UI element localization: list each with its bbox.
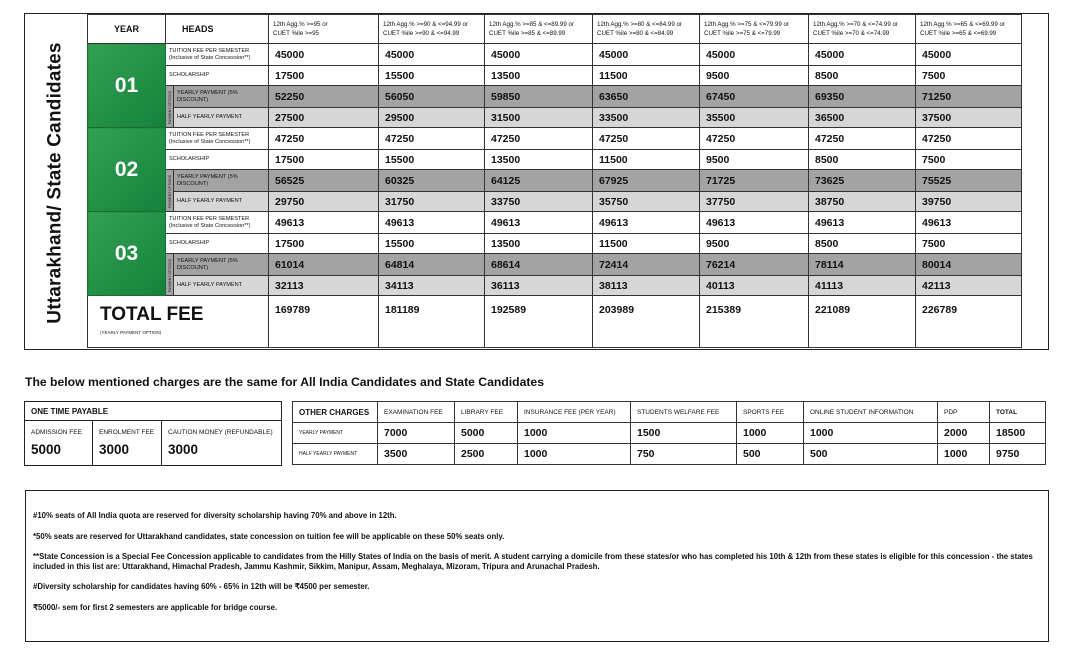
col-criteria-line: 12th Agg.% >=85 & <=89.99 or — [489, 21, 574, 28]
fee-value-cell: 33500 — [593, 108, 700, 128]
fee-value-cell: 13500 — [485, 234, 593, 254]
fee-value-cell: 45000 — [593, 44, 700, 66]
fee-value-cell: 7500 — [916, 66, 1022, 86]
col-criteria-line: 12th Agg.% >=90 & <=94.99 or — [383, 21, 468, 28]
col-criteria-line: 12th Agg.% >=75 & <=79.99 or — [704, 21, 789, 28]
total-fee-value: 215389 — [700, 296, 809, 348]
fee-value-cell: 78114 — [809, 254, 916, 276]
other-charges-row — [293, 423, 1046, 444]
other-charges-row-label: YEARLY PAYMENT — [293, 423, 378, 444]
total-fee-label-cell — [88, 296, 269, 348]
other-charges-value: 1000 — [518, 423, 631, 444]
fee-structure-panel — [24, 13, 1049, 350]
payment-terms-label: PAYMENT OPTIONS — [166, 170, 174, 212]
total-fee-value: 169789 — [269, 296, 379, 348]
fee-value-cell: 80014 — [916, 254, 1022, 276]
fee-head-label: TUITION FEE PER SEMESTER (Inclusive of State Concession**) — [166, 128, 269, 150]
fee-row-yearly — [88, 86, 1022, 108]
other-charges-value: 9750 — [990, 444, 1046, 465]
fee-value-cell: 37500 — [916, 108, 1022, 128]
fee-row-tuition — [88, 212, 1022, 234]
fee-value-cell: 47250 — [485, 128, 593, 150]
side-label-text: Uttarakhand/ State Candidates — [45, 41, 66, 324]
fee-value-cell: 34113 — [379, 276, 485, 296]
fee-value-cell: 47250 — [269, 128, 379, 150]
fee-row-yearly — [88, 254, 1022, 276]
fee-head-label: SCHOLARSHIP — [166, 66, 269, 86]
fee-value-cell: 47250 — [379, 128, 485, 150]
one-time-payable-panel — [24, 401, 282, 466]
fee-value-cell: 38750 — [809, 192, 916, 212]
col-criteria-line: 12th Agg.% >=65 & <=69.99 or — [920, 21, 1005, 28]
fee-header-row — [88, 15, 1022, 44]
note-item: #Diversity scholarship for candidates having 60% - 65% in 12th will be ₹4500 per semester. — [33, 582, 370, 591]
fee-value-cell: 27500 — [269, 108, 379, 128]
fee-value-cell: 15500 — [379, 234, 485, 254]
fee-value-cell: 36500 — [809, 108, 916, 128]
fee-value-cell: 9500 — [700, 150, 809, 170]
fee-value-cell: 64814 — [379, 254, 485, 276]
fee-value-cell: 9500 — [700, 234, 809, 254]
fee-head-label: TUITION FEE PER SEMESTER (Inclusive of State Concession**) — [166, 44, 269, 66]
fee-value-cell: 76214 — [700, 254, 809, 276]
other-charges-col-header: PDP — [938, 402, 990, 423]
col-criteria-header — [269, 15, 379, 44]
note-item: **State Concession is a Special Fee Concession applicable to candidates from the Hilly States of India on the basis of merit. A student carrying a domicile from these states/or who has completed his 10th & 12th from these states is eligible for this concession - the states included in this list are: Uttarakhand, Himachal Pradesh, Jammu Kashmir, Sikkim, Manipur, Assam, Meghalaya, Mizoram, Tripura and Arunachal Pradesh. — [33, 552, 1033, 571]
total-fee-value: 221089 — [809, 296, 916, 348]
fee-value-cell: 45000 — [379, 44, 485, 66]
fee-value-cell: 15500 — [379, 66, 485, 86]
col-criteria-header — [485, 15, 593, 44]
fee-value-cell: 31500 — [485, 108, 593, 128]
fee-value-cell: 13500 — [485, 150, 593, 170]
fee-value-cell: 40113 — [700, 276, 809, 296]
fee-value-cell: 39750 — [916, 192, 1022, 212]
fee-value-cell: 73625 — [809, 170, 916, 192]
fee-value-cell: 45000 — [269, 44, 379, 66]
fee-row-yearly — [88, 170, 1022, 192]
common-charges-title: The below mentioned charges are the same for All India Candidates and State Candidates — [25, 375, 544, 389]
other-charges-title: OTHER CHARGES — [293, 402, 378, 423]
fee-row-tuition — [88, 128, 1022, 150]
other-charges-value: 1000 — [804, 423, 938, 444]
fee-value-cell: 67450 — [700, 86, 809, 108]
col-criteria-line: CUET %ile >=95 — [273, 30, 319, 37]
fee-value-cell: 11500 — [593, 66, 700, 86]
other-charges-row — [293, 444, 1046, 465]
fee-value-cell: 35500 — [700, 108, 809, 128]
fee-value-cell: 49613 — [593, 212, 700, 234]
total-fee-value: 181189 — [379, 296, 485, 348]
col-criteria-header — [700, 15, 809, 44]
col-criteria-line: 12th Agg.% >=70 & <=74.99 or — [813, 21, 898, 28]
fee-value-cell: 29750 — [269, 192, 379, 212]
caution-money-cell — [162, 421, 282, 465]
other-charges-value: 3500 — [378, 444, 455, 465]
fee-value-cell: 68614 — [485, 254, 593, 276]
total-fee-row — [88, 296, 1022, 348]
fee-head-label: YEARLY PAYMENT (5% DISCOUNT) — [174, 86, 269, 108]
fee-value-cell: 49613 — [269, 212, 379, 234]
fee-value-cell: 63650 — [593, 86, 700, 108]
total-fee-subtitle: (YEARLY PAYMENT OPTION) — [100, 330, 162, 335]
fee-value-cell: 71250 — [916, 86, 1022, 108]
one-time-payable-title: ONE TIME PAYABLE — [25, 402, 281, 421]
fee-value-cell: 49613 — [916, 212, 1022, 234]
other-charges-col-header: LIBRARY FEE — [455, 402, 518, 423]
fee-head-label: HALF YEARLY PAYMENT — [174, 192, 269, 212]
fee-value-cell: 33750 — [485, 192, 593, 212]
other-charges-value: 1000 — [518, 444, 631, 465]
fee-value-cell: 13500 — [485, 66, 593, 86]
other-charges-value: 500 — [804, 444, 938, 465]
caution-money-label: CAUTION MONEY (REFUNDABLE) — [168, 429, 273, 436]
fee-value-cell: 8500 — [809, 234, 916, 254]
notes-panel — [25, 490, 1049, 642]
payment-terms-label: PAYMENT OPTIONS — [166, 86, 174, 128]
fee-value-cell: 32113 — [269, 276, 379, 296]
fee-value-cell: 41113 — [809, 276, 916, 296]
payment-terms-label: PAYMENT OPTIONS — [166, 254, 174, 296]
fee-head-label: YEARLY PAYMENT (5% DISCOUNT) — [174, 170, 269, 192]
fee-value-cell: 45000 — [809, 44, 916, 66]
col-criteria-line: CUET %ile >=75 & <=79.99 — [704, 30, 781, 37]
fee-value-cell: 72414 — [593, 254, 700, 276]
other-charges-header-row — [293, 402, 1046, 423]
fee-value-cell: 17500 — [269, 66, 379, 86]
fee-value-cell: 56525 — [269, 170, 379, 192]
total-fee-title: TOTAL FEE — [100, 304, 204, 325]
other-charges-value: 5000 — [455, 423, 518, 444]
fee-value-cell: 38113 — [593, 276, 700, 296]
fee-value-cell: 45000 — [916, 44, 1022, 66]
fee-value-cell: 35750 — [593, 192, 700, 212]
fee-value-cell: 60325 — [379, 170, 485, 192]
fee-value-cell: 49613 — [809, 212, 916, 234]
col-heads-header: HEADS — [166, 15, 269, 44]
fee-value-cell: 7500 — [916, 234, 1022, 254]
fee-value-cell: 52250 — [269, 86, 379, 108]
enrolment-fee-value: 3000 — [99, 442, 130, 457]
fee-row-half — [88, 276, 1022, 296]
other-charges-value: 1000 — [737, 423, 804, 444]
other-charges-col-header: EXAMINATION FEE — [378, 402, 455, 423]
admission-fee-label: ADMISSION FEE — [31, 429, 82, 436]
note-item: #10% seats of All India quota are reserved for diversity scholarship having 70% and above in 12th. — [33, 511, 397, 520]
col-criteria-header — [809, 15, 916, 44]
col-criteria-line: 12th Agg.% >=95 or — [273, 21, 328, 28]
fee-value-cell: 61014 — [269, 254, 379, 276]
fee-value-cell: 36113 — [485, 276, 593, 296]
year-badge: 02 — [88, 128, 166, 212]
fee-value-cell: 17500 — [269, 234, 379, 254]
other-charges-value: 18500 — [990, 423, 1046, 444]
fee-value-cell: 17500 — [269, 150, 379, 170]
fee-value-cell: 47250 — [700, 128, 809, 150]
col-criteria-line: CUET %ile >=85 & <=89.99 — [489, 30, 566, 37]
other-charges-col-header: SPORTS FEE — [737, 402, 804, 423]
fee-value-cell: 8500 — [809, 150, 916, 170]
col-criteria-line: CUET %ile >=80 & <=84.99 — [597, 30, 674, 37]
fee-value-cell: 69350 — [809, 86, 916, 108]
fee-row-tuition — [88, 44, 1022, 66]
fee-head-label: HALF YEARLY PAYMENT — [174, 276, 269, 296]
fee-row-scholar — [88, 234, 1022, 254]
fee-value-cell: 49613 — [485, 212, 593, 234]
col-criteria-line: CUET %ile >=70 & <=74.99 — [813, 30, 890, 37]
fee-value-cell: 64125 — [485, 170, 593, 192]
fee-row-scholar — [88, 150, 1022, 170]
fee-value-cell: 37750 — [700, 192, 809, 212]
fee-value-cell: 56050 — [379, 86, 485, 108]
col-criteria-line: 12th Agg.% >=80 & <=84.99 or — [597, 21, 682, 28]
fee-value-cell: 9500 — [700, 66, 809, 86]
fee-value-cell: 59850 — [485, 86, 593, 108]
total-fee-value: 226789 — [916, 296, 1022, 348]
fee-head-label: HALF YEARLY PAYMENT — [174, 108, 269, 128]
fee-head-label: SCHOLARSHIP — [166, 234, 269, 254]
fee-value-cell: 47250 — [593, 128, 700, 150]
enrolment-fee-label: ENROLMENT FEE — [99, 429, 155, 436]
col-criteria-line: CUET %ile >=90 & <=94.99 — [383, 30, 460, 37]
other-charges-value: 500 — [737, 444, 804, 465]
col-criteria-line: CUET %ile >=65 & <=69.99 — [920, 30, 997, 37]
fee-row-scholar — [88, 66, 1022, 86]
total-fee-value: 192589 — [485, 296, 593, 348]
other-charges-value: 7000 — [378, 423, 455, 444]
fee-value-cell: 8500 — [809, 66, 916, 86]
fee-value-cell: 71725 — [700, 170, 809, 192]
fee-value-cell: 42113 — [916, 276, 1022, 296]
fee-value-cell: 75525 — [916, 170, 1022, 192]
col-criteria-header — [379, 15, 485, 44]
col-criteria-header — [593, 15, 700, 44]
fee-value-cell: 67925 — [593, 170, 700, 192]
col-criteria-header — [916, 15, 1022, 44]
fee-row-half — [88, 192, 1022, 212]
fee-row-half — [88, 108, 1022, 128]
enrolment-fee-cell — [93, 421, 162, 465]
other-charges-col-header: STUDENTS WELFARE FEE — [631, 402, 737, 423]
fee-value-cell: 49613 — [379, 212, 485, 234]
other-charges-col-header: INSURANCE FEE (PER YEAR) — [518, 402, 631, 423]
other-charges-table — [292, 401, 1046, 465]
other-charges-value: 2000 — [938, 423, 990, 444]
fee-head-label: YEARLY PAYMENT (5% DISCOUNT) — [174, 254, 269, 276]
fee-value-cell: 31750 — [379, 192, 485, 212]
other-charges-col-header: ONLINE STUDENT INFORMATION — [804, 402, 938, 423]
total-fee-value: 203989 — [593, 296, 700, 348]
fee-value-cell: 49613 — [700, 212, 809, 234]
fee-value-cell: 29500 — [379, 108, 485, 128]
admission-fee-cell — [25, 421, 93, 465]
note-item: *50% seats are reserved for Uttarakhand candidates, state concession on tuition fee will be applicable on these 50% seats only. — [33, 531, 505, 541]
fee-value-cell: 11500 — [593, 234, 700, 254]
note-item: ₹5000/- sem for first 2 semesters are applicable for bridge course. — [33, 602, 278, 612]
year-badge: 03 — [88, 212, 166, 296]
fee-value-cell: 11500 — [593, 150, 700, 170]
other-charges-row-label: HALF YEARLY PAYMENT — [293, 444, 378, 465]
fee-value-cell: 7500 — [916, 150, 1022, 170]
fee-value-cell: 45000 — [485, 44, 593, 66]
other-charges-value: 2500 — [455, 444, 518, 465]
fee-value-cell: 47250 — [916, 128, 1022, 150]
fee-value-cell: 15500 — [379, 150, 485, 170]
col-year-header: YEAR — [88, 15, 166, 44]
other-charges-value: 1000 — [938, 444, 990, 465]
fee-table — [87, 14, 1022, 348]
caution-money-value: 3000 — [168, 442, 199, 457]
fee-value-cell: 45000 — [700, 44, 809, 66]
fee-head-label: SCHOLARSHIP — [166, 150, 269, 170]
fee-head-label: TUITION FEE PER SEMESTER (Inclusive of State Concession**) — [166, 212, 269, 234]
other-charges-col-header: TOTAL — [990, 402, 1046, 423]
side-label — [25, 14, 87, 351]
fee-value-cell: 47250 — [809, 128, 916, 150]
admission-fee-value: 5000 — [31, 442, 62, 457]
other-charges-value: 750 — [631, 444, 737, 465]
other-charges-value: 1500 — [631, 423, 737, 444]
year-badge: 01 — [88, 44, 166, 128]
